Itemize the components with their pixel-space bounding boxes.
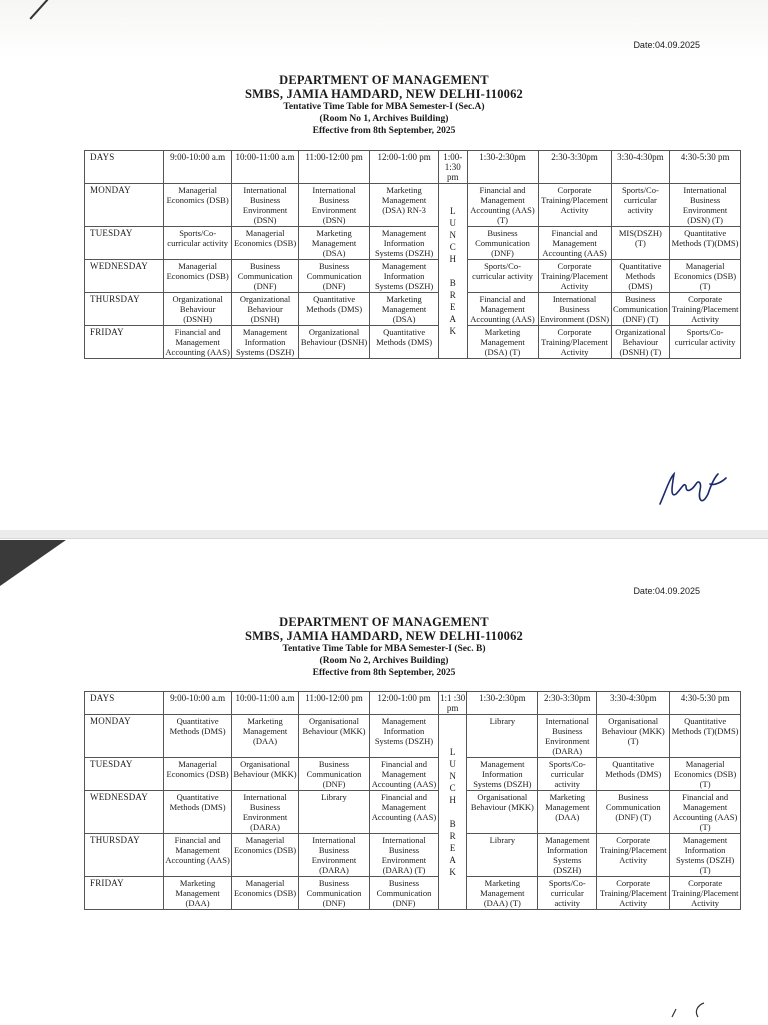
- column-header: 3:30-4:30pm: [597, 692, 670, 715]
- lunch-break-cell: [439, 184, 467, 359]
- class-cell: Organizational Behaviour (DSNH): [232, 293, 299, 326]
- column-header: 1:30-2:30pm: [467, 151, 538, 184]
- lunch-letter: K: [449, 326, 457, 336]
- table-row: [85, 260, 741, 293]
- class-cell: Managerial Economics (DSB): [164, 758, 232, 791]
- lunch-letter: B: [449, 278, 456, 288]
- column-header: 4:30-5:30 pm: [670, 692, 741, 715]
- column-header: 9:00-10:00 a.m: [164, 151, 232, 184]
- lunch-letter: E: [449, 843, 456, 853]
- class-cell: Quantitative Methods (DMS): [597, 758, 670, 791]
- class-cell: Quantitative Methods (T)(DMS): [670, 715, 741, 758]
- class-cell: Marketing Management (DAA): [232, 715, 299, 758]
- class-cell: Financial and Management Accounting (AAS) (T): [467, 184, 538, 227]
- header-row: [85, 692, 741, 715]
- table-row: [85, 227, 741, 260]
- day-label: WEDNESDAY: [85, 260, 164, 293]
- class-cell: Business Communication (DNF): [299, 758, 370, 791]
- class-cell: Financial and Management Accounting (AAS): [165, 327, 230, 357]
- lunch-letter: L: [449, 747, 456, 757]
- class-cell: Corporate Training/Placement Activity: [597, 834, 670, 877]
- department-title: DEPARTMENT OF MANAGEMENT: [279, 73, 489, 87]
- class-cell: International Business Environment (DARA): [538, 715, 597, 758]
- lunch-letter: [440, 265, 465, 277]
- lunch-letter: L: [450, 206, 456, 216]
- column-header: 10:00-11:00 a.m: [232, 692, 299, 715]
- class-cell: Financial and Management Accounting (AAS): [370, 791, 439, 834]
- table-row: [85, 834, 741, 877]
- room-info: (Room No 1, Archives Building): [319, 114, 449, 124]
- class-cell: Corporate Training/Placement Activity: [670, 293, 741, 326]
- class-cell: Financial and Management Accounting (AAS): [164, 834, 232, 877]
- class-cell: Quantitative Methods (DMS): [370, 326, 439, 359]
- class-cell: Management Information Systems (DSZH): [370, 715, 439, 758]
- class-cell: Financial and Management Accounting (AAS): [467, 293, 538, 326]
- day-label: THURSDAY: [85, 293, 164, 326]
- class-cell: Quantitative Methods (DMS): [299, 293, 370, 326]
- class-cell: Financial and Management Accounting (AAS): [538, 227, 611, 260]
- class-cell: Business Communication (DNF): [467, 227, 538, 260]
- class-cell: Marketing Management (DAA): [538, 791, 597, 834]
- lunch-letter: [440, 806, 465, 818]
- class-cell: Managerial Economics (DSB) (T): [670, 758, 741, 791]
- class-cell: Sports/Co-curricular activity: [467, 260, 538, 293]
- class-cell: Library: [299, 791, 370, 834]
- class-cell: International Business Environment (DSN): [539, 294, 610, 324]
- class-cell: Marketing Management (DSA) RN-3: [370, 184, 439, 227]
- class-cell: Management Information Systems (DSZH): [232, 326, 299, 359]
- day-label: FRIDAY: [85, 877, 164, 910]
- class-cell: Sports/Co-curricular activity: [538, 758, 597, 791]
- class-cell: Quantitative Methods (DMS): [164, 791, 232, 834]
- table-row: [85, 758, 741, 791]
- class-cell: Sports/Co-curricular activity: [611, 184, 670, 227]
- class-cell: International Business Environment (DSN): [232, 184, 299, 227]
- lunch-letter: H: [449, 795, 456, 805]
- lunch-letter: E: [450, 302, 456, 312]
- table-row: [85, 791, 741, 834]
- day-label: THURSDAY: [85, 834, 164, 877]
- table-row: [85, 877, 741, 910]
- column-header: DAYS: [85, 692, 164, 715]
- class-cell: Organisational Behaviour (MKK): [232, 758, 299, 791]
- class-cell: Business Communication (DNF) (T): [612, 294, 668, 324]
- signature: [652, 464, 732, 514]
- date-label: Date:04.09.2025: [633, 40, 700, 50]
- class-cell: Business Communication (DNF): [299, 877, 370, 910]
- class-cell: Quantitative Methods (DMS): [164, 715, 232, 758]
- class-cell: Quantitative Methods (DMS): [611, 260, 670, 293]
- table-row: [85, 293, 741, 326]
- day-label: WEDNESDAY: [85, 791, 164, 834]
- page-heading: [0, 73, 768, 137]
- class-cell: Managerial Economics (DSB): [232, 877, 299, 910]
- day-label: MONDAY: [85, 184, 164, 227]
- class-cell: Corporate Training/Placement Activity: [538, 326, 611, 359]
- lunch-letter: U: [449, 218, 457, 228]
- lunch-letter: H: [449, 254, 457, 264]
- class-cell: Library: [467, 715, 538, 758]
- column-header: 10:00-11:00 a.m: [232, 151, 299, 184]
- class-cell: Financial and Management Accounting (AAS): [370, 758, 439, 791]
- table-row: [85, 715, 741, 758]
- day-label: FRIDAY: [85, 326, 164, 359]
- class-cell: MIS(DSZH) (T): [611, 227, 670, 260]
- room-info: (Room No 2, Archives Building): [319, 656, 449, 666]
- day-label: TUESDAY: [85, 758, 164, 791]
- timetable-grid: [84, 691, 741, 910]
- effective-date: Effective from 8th September, 2025: [312, 126, 456, 136]
- class-cell: International Business Environment (DARA) (T): [370, 834, 439, 877]
- lunch-break-cell: [438, 715, 466, 910]
- column-header: 12:00-1:00 pm: [370, 151, 439, 184]
- lunch-letter: A: [449, 855, 456, 865]
- timetable-title: Tentative Time Table for MBA Semester-I (Sec.A): [283, 102, 485, 112]
- class-cell: Business Communication (DNF): [370, 877, 439, 910]
- class-cell: Management Information Systems (DSZH): [370, 260, 439, 293]
- lunch-letter: A: [449, 314, 457, 324]
- class-cell: Library: [467, 834, 538, 877]
- class-cell: Corporate Training/Placement Activity: [597, 877, 670, 910]
- lunch-letter: C: [449, 783, 456, 793]
- day-label: MONDAY: [85, 715, 164, 758]
- lunch-letter: B: [449, 819, 456, 829]
- class-cell: Organisational Behaviour (MKK): [467, 791, 538, 834]
- class-cell: Sports/Co-curricular activity: [164, 227, 232, 260]
- class-cell: Management Information Systems (DSZH) (T): [670, 834, 741, 877]
- column-header: 2:30-3:30pm: [538, 692, 597, 715]
- class-cell: Sports/Co-curricular activity: [670, 326, 741, 359]
- class-cell: Marketing Management (DAA) (T): [467, 877, 538, 910]
- date-label: Date:04.09.2025: [633, 586, 700, 596]
- department-title: DEPARTMENT OF MANAGEMENT: [279, 615, 489, 629]
- class-cell: Corporate Training/Placement Activity: [538, 260, 611, 293]
- table-row: [85, 326, 741, 359]
- lunch-letter: R: [449, 831, 456, 841]
- timetable-page-sec-b: [0, 538, 768, 1025]
- class-cell: Managerial Economics (DSB): [232, 227, 299, 260]
- class-cell: Managerial Economics (DSB): [164, 260, 232, 293]
- institution-title: SMBS, JAMIA HAMDARD, NEW DELHI-110062: [244, 87, 524, 101]
- class-cell: Sports/Co-curricular activity: [538, 877, 597, 910]
- pen-mark: [668, 999, 708, 1019]
- class-cell: International Business Environment (DARA): [299, 834, 370, 877]
- class-cell: Organizational Behaviour (DSNH) (T): [611, 326, 670, 359]
- institution-title: SMBS, JAMIA HAMDARD, NEW DELHI-110062: [244, 629, 524, 643]
- class-cell: Organizational Behaviour (DSNH): [299, 326, 370, 359]
- column-header: 12:00-1:00 pm: [370, 692, 439, 715]
- timetable-grid: [84, 150, 741, 359]
- column-header: 11:00-12:00 pm: [299, 151, 370, 184]
- class-cell: Marketing Management (DSA): [370, 293, 439, 326]
- lunch-letter: U: [449, 759, 456, 769]
- lunch-letter: R: [449, 290, 456, 300]
- timetable-title: Tentative Time Table for MBA Semester-I (Sec. B): [282, 644, 486, 654]
- pen-mark: [29, 0, 48, 19]
- class-cell: Organizational Behaviour (DSNH): [164, 293, 232, 326]
- lunch-letter: N: [449, 771, 456, 781]
- class-cell: Business Communication (DNF) (T): [597, 791, 670, 834]
- folded-corner: [0, 540, 66, 586]
- lunch-letter: N: [449, 230, 457, 240]
- class-cell: Managerial Economics (DSB) (T): [670, 260, 741, 293]
- class-cell: Management Information Systems (DSZH): [370, 227, 439, 260]
- column-header: 1:1 :30 pm: [440, 693, 466, 713]
- table-row: [85, 184, 741, 227]
- class-cell: Management Information Systems (DSZH): [538, 834, 597, 877]
- column-header: 2:30-3:30pm: [538, 151, 611, 184]
- class-cell: Corporate Training/Placement Activity: [670, 877, 741, 910]
- column-header: DAYS: [85, 151, 164, 184]
- class-cell: Financial and Management Accounting (AAS) (T): [670, 791, 741, 834]
- day-label: TUESDAY: [85, 227, 164, 260]
- lunch-letter: C: [449, 242, 456, 252]
- class-cell: Corporate Training/Placement Activity: [538, 184, 611, 227]
- column-header: 4:30-5:30 pm: [670, 151, 741, 184]
- header-row: [85, 151, 741, 184]
- class-cell: Business Communication (DNF): [299, 260, 370, 293]
- class-cell: Organisational Behaviour (MKK)(T): [597, 715, 670, 758]
- class-cell: Managerial Economics (DSB): [164, 184, 232, 227]
- class-cell: Quantitative Methods (T)(DMS): [670, 227, 741, 260]
- class-cell: International Business Environment (DSN): [299, 184, 370, 227]
- page-heading: [0, 615, 768, 679]
- class-cell: Marketing Management (DSA) (T): [467, 326, 538, 359]
- class-cell: International Business Environment (DARA): [232, 791, 299, 834]
- column-header: 3:30-4:30pm: [611, 151, 670, 184]
- column-header: 11:00-12:00 pm: [299, 692, 370, 715]
- class-cell: Business Communication (DNF): [232, 260, 299, 293]
- column-header: 1:30-2:30pm: [467, 692, 538, 715]
- effective-date: Effective from 8th September, 2025: [312, 668, 456, 678]
- class-cell: Marketing Management (DSA): [299, 227, 370, 260]
- class-cell: Organisational Behaviour (MKK): [299, 715, 370, 758]
- class-cell: Managerial Economics (DSB): [232, 834, 299, 877]
- column-header: 1:00-1:30 pm: [439, 151, 467, 184]
- column-header: 9:00-10:00 a.m: [164, 692, 232, 715]
- class-cell: Marketing Management (DAA): [164, 877, 232, 910]
- class-cell: International Business Environment (DSN) (T): [670, 184, 741, 227]
- class-cell: Management Information Systems (DSZH): [467, 758, 538, 791]
- lunch-letter: K: [449, 867, 456, 877]
